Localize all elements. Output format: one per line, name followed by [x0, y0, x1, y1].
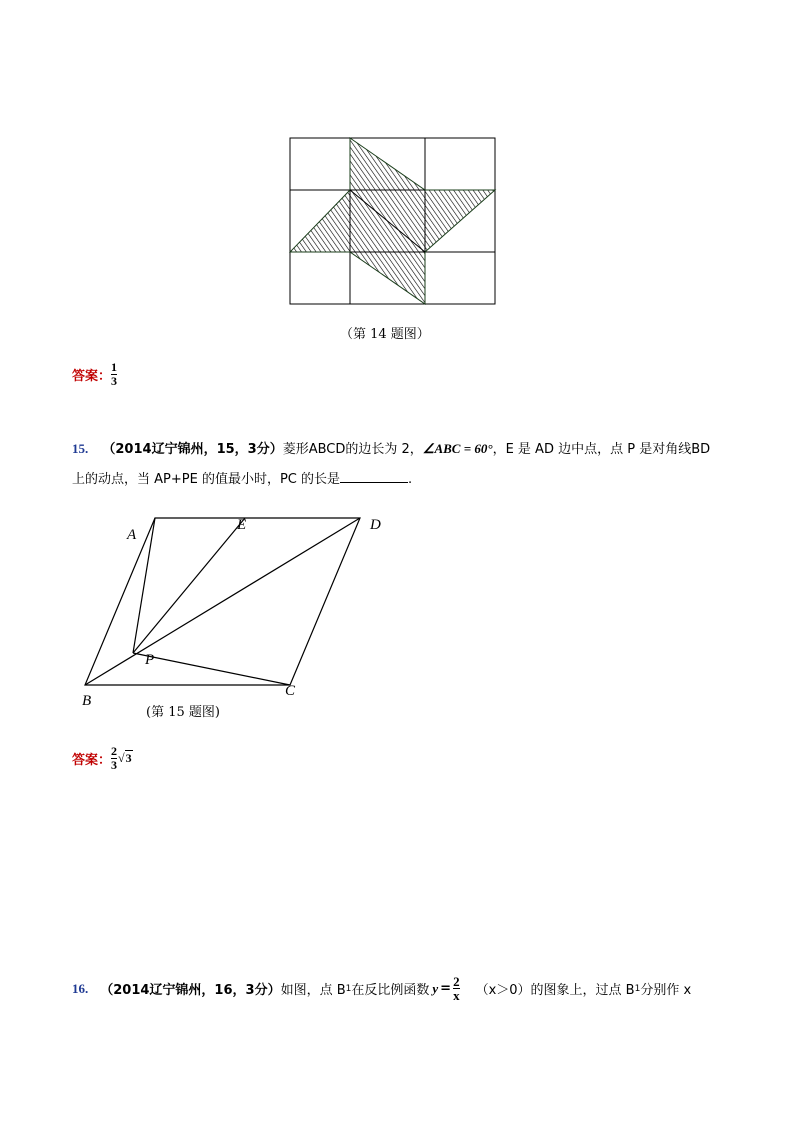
hatched-shape — [290, 138, 495, 304]
question-15-line2: 上的动点，当 AP+PE 的值最小时，PC 的长是 . — [72, 472, 413, 487]
question-15-line1: 15. （2014辽宁锦州，15，3分）菱形ABCD的边长为 2，∠ABC = 60°，E 是 AD 边中点，点 P 是对角线BD — [72, 441, 711, 457]
label-E: E — [237, 517, 247, 533]
question-number: 15. — [72, 441, 89, 456]
answer-15 — [72, 745, 133, 772]
label-A: A — [127, 527, 137, 543]
function-expression: y = $\frac{2}{x}$ — [432, 974, 460, 1003]
answer-fraction: $\frac{2}{3}$ — [111, 744, 118, 772]
answer-fraction: $\frac{1}{3}$ — [111, 360, 118, 388]
question-number: 16. — [72, 980, 89, 996]
answer-14 — [72, 361, 117, 388]
question-16-line1: 16. （2014辽宁锦州，16，3分） 如图，点 B 1 在反比例函数 y = $\frac{2}{x}$ （x＞0）的图象上，过点 B 1 分别作 x — [72, 974, 692, 1003]
sqrt-expression: √3 — [118, 751, 132, 765]
figure-15-rhombus — [75, 510, 395, 710]
figure-14-grid — [289, 137, 497, 307]
label-C: C — [285, 683, 296, 699]
figure-15-caption: (第 15 题图) — [146, 705, 220, 720]
label-P: P — [145, 652, 155, 668]
question-source: （2014辽宁锦州，15，3分） — [102, 442, 283, 457]
answer-label: 答案： — [72, 753, 112, 768]
question-source: （2014辽宁锦州，16，3分） — [100, 983, 281, 998]
angle-expression: ∠ABC = 60° — [422, 441, 493, 456]
figure-14-caption: （第 14 题图） — [340, 327, 430, 342]
label-B: B — [82, 693, 92, 709]
label-D: D — [370, 517, 381, 533]
answer-blank — [340, 470, 408, 483]
answer-label: 答案： — [72, 369, 112, 384]
